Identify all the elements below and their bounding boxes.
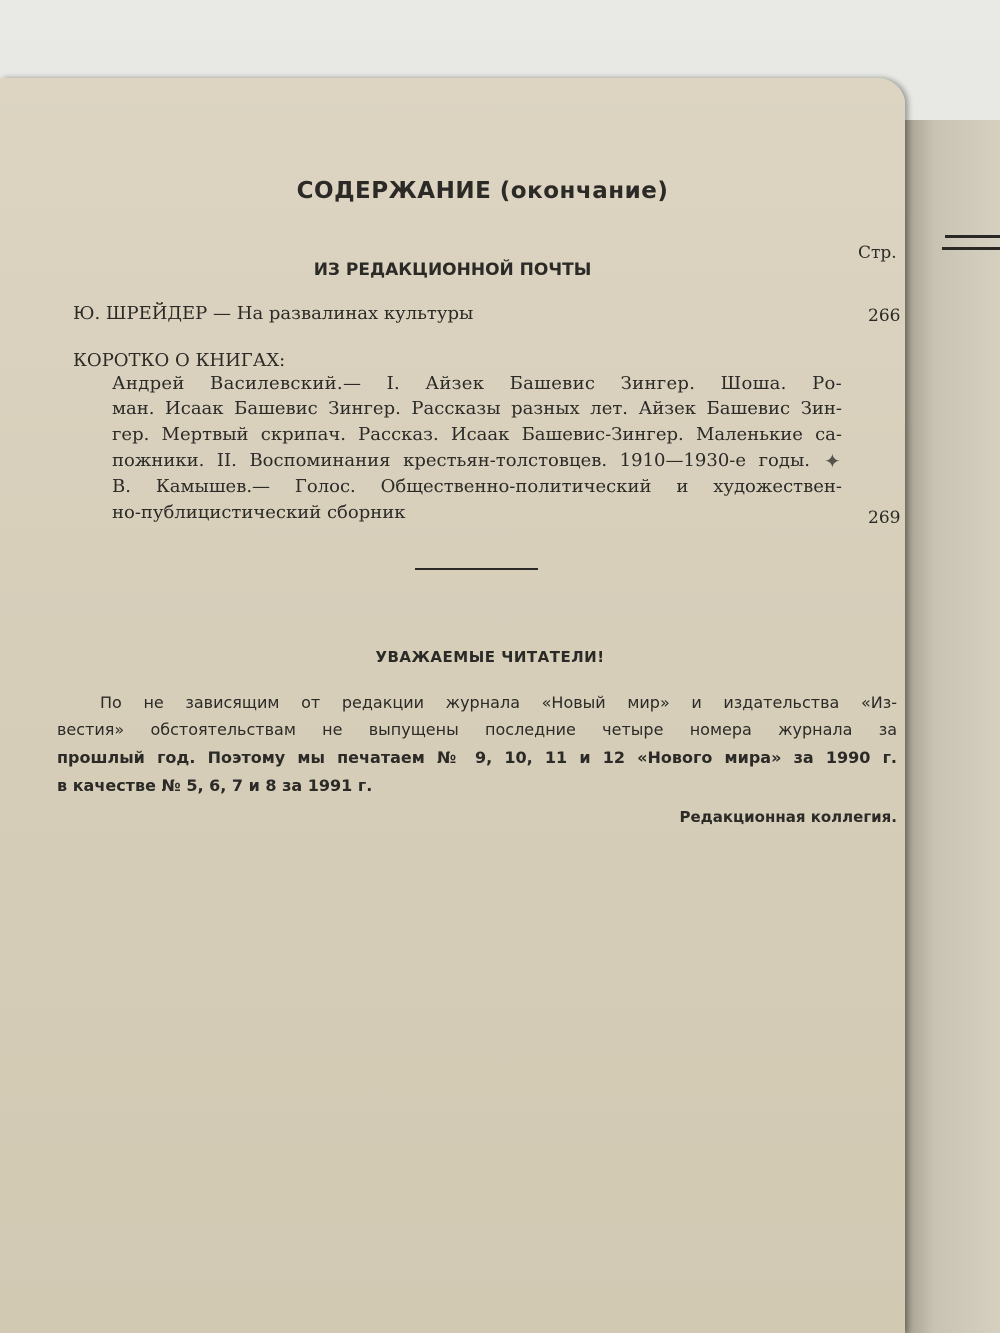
contents-entry-page: 266 (868, 306, 901, 326)
review-line: Андрей Василевский.— I. Айзек Башевис Зингер. Шоша. Ро- (112, 373, 842, 394)
page-title: СОДЕРЖАНИЕ (окончание) (296, 178, 669, 204)
notice-line: прошлый год. Поэтому мы печатаем № 9, 10, 11 и 12 «Нового мира» за 1990 г. (57, 748, 897, 767)
notice-heading: УВАЖАЕМЫЕ ЧИТАТЕЛИ! (375, 648, 605, 666)
star-mark-icon: ✦ (824, 449, 841, 473)
review-line: гер. Мертвый скрипач. Рассказ. Исаак Башевис-Зингер. Маленькие са- (112, 424, 842, 445)
short-reviews-page: 269 (868, 508, 901, 528)
notice-signature: Редакционная коллегия. (679, 808, 897, 826)
review-line: В. Камышев.— Голос. Общественно-политический и художествен- (112, 476, 842, 497)
review-line: ман. Исаак Башевис Зингер. Рассказы разных лет. Айзек Башевис Зин- (112, 398, 842, 419)
short-reviews-heading: КОРОТКО О КНИГАХ: (73, 350, 286, 371)
page-column-label: Стр. (858, 243, 897, 263)
book-page (0, 78, 905, 1333)
notice-line: По не зависящим от редакции журнала «Новый мир» и издательства «Из- (100, 693, 897, 712)
notice-line: вестия» обстоятельствам не выпущены последние четыре номера журнала за (57, 720, 897, 739)
next-book-page (890, 120, 1000, 1333)
review-line: пожники. II. Воспоминания крестьян-толстовцев. 1910—1930-е годы. (112, 450, 810, 471)
next-page-rule (942, 247, 1000, 250)
contents-entry-title: Ю. ШРЕЙДЕР — На развалинах культуры (73, 303, 474, 324)
section-heading: ИЗ РЕДАКЦИОННОЙ ПОЧТЫ (313, 260, 592, 280)
notice-line: в качестве № 5, 6, 7 и 8 за 1991 г. (57, 776, 373, 795)
review-line: но-публицистический сборник (112, 502, 406, 523)
next-page-rule (945, 235, 1000, 238)
section-divider (415, 568, 538, 570)
